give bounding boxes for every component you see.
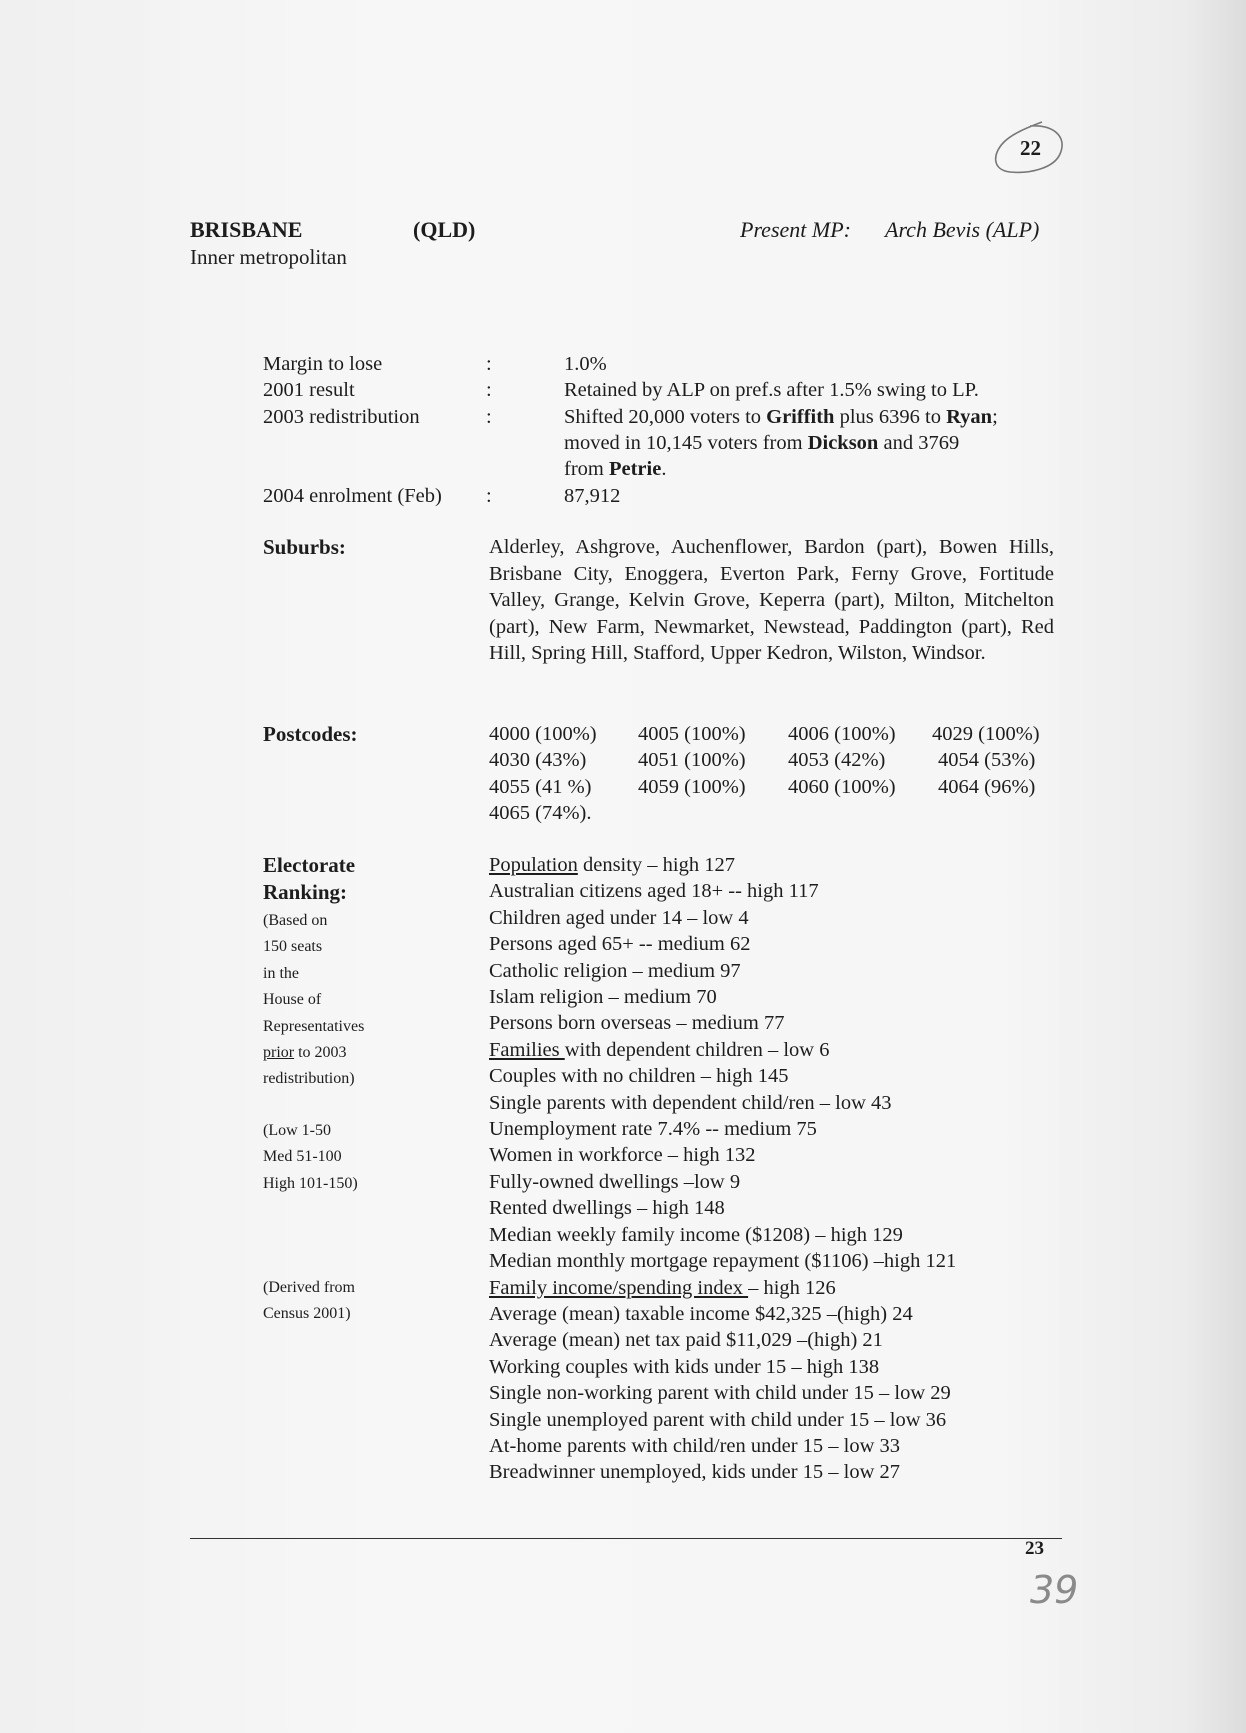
- division-petrie: Petrie: [608, 458, 662, 480]
- ranking-item: [489, 1327, 956, 1353]
- seat-state: (QLD): [413, 217, 476, 242]
- postcode-cell: 4006 (100%): [788, 723, 896, 745]
- fact-colon: :: [486, 353, 492, 375]
- ranking-label-line2: Ranking:: [263, 880, 348, 904]
- ranking-item-text: with dependent children – low 6: [564, 1038, 830, 1061]
- ranking-item: [489, 984, 956, 1010]
- suburbs-label: Suburbs:: [263, 535, 346, 559]
- ranking-item: [489, 852, 956, 878]
- present-mp-name: Arch Bevis (ALP): [885, 217, 1040, 242]
- postcode-cell: 4060 (100%): [788, 776, 896, 798]
- ranking-note-line: redistribution): [263, 1070, 355, 1088]
- fact-label-2001: 2001 result: [263, 379, 355, 401]
- ranking-item: [489, 1010, 956, 1036]
- suburbs-text: Alderley, Ashgrove, Auchenflower, Bardon (part), Bowen Hills, Brisbane City, Enoggera, Everton Park, Ferny Grove, Fortitude Valley, Grange, Kelvin Grove, Keperra (part), Milton, Mitchelton (part), New Farm, Newmarket, Newstead, Paddington (part), Red Hill, Spring Hill, Stafford, Upper Kedron, Wilston, Windsor.: [489, 536, 1054, 664]
- ranking-item-text: Islam religion – medium 70: [489, 986, 717, 1009]
- ranking-item-text: Working couples with kids under 15 – high 138: [489, 1355, 880, 1378]
- ranking-list: [489, 852, 956, 1486]
- postcodes-label: Postcodes:: [263, 722, 358, 746]
- ranking-item-text: Catholic religion – medium 97: [489, 959, 741, 982]
- ranking-item: [489, 1090, 956, 1116]
- postcode-cell: 4065 (74%).: [489, 802, 592, 824]
- postcode-cell: 4051 (100%): [638, 749, 746, 771]
- fact-value-margin: 1.0%: [564, 353, 607, 375]
- ranking-item-text: Median monthly mortgage repayment ($1106) –high 121: [489, 1250, 957, 1273]
- postcode-cell: 4054 (53%): [938, 749, 1036, 771]
- ranking-note-line: Representatives: [263, 1017, 365, 1035]
- fact-label-enrolment: 2004 enrolment (Feb): [263, 485, 442, 507]
- ranking-item-text: Fully-owned dwellings –low 9: [489, 1170, 741, 1193]
- redistribution-text: from: [564, 458, 609, 480]
- postcode-cell: 4053 (42%): [788, 749, 886, 771]
- ranking-item: [489, 931, 956, 957]
- ranking-item: [489, 1459, 956, 1485]
- division-griffith: Griffith: [766, 406, 835, 428]
- ranking-item-underlined: Families: [489, 1038, 565, 1061]
- ranking-note-line: House of: [263, 991, 322, 1009]
- ranking-item-text: Average (mean) taxable income $42,325 –(high) 24: [489, 1302, 913, 1325]
- ranking-source-line: Census 2001): [263, 1305, 351, 1323]
- handwritten-number: 39: [1030, 1568, 1079, 1612]
- ranking-item-text: Persons born overseas – medium 77: [489, 1012, 785, 1035]
- fact-colon: :: [486, 485, 492, 507]
- ranking-item: [489, 1169, 956, 1195]
- ranking-item-text: Single unemployed parent with child under 15 – low 36: [489, 1408, 947, 1431]
- ranking-note-line: [263, 1040, 364, 1066]
- redistribution-text: plus 6396 to: [834, 406, 947, 428]
- seat-type: Inner metropolitan: [190, 245, 347, 269]
- ranking-item: [489, 1248, 956, 1274]
- ranking-item: [489, 1301, 956, 1327]
- ranking-scale-line: High 101-150): [263, 1174, 358, 1192]
- redistribution-text: moved in 10,145 voters from: [564, 432, 808, 454]
- ranking-item-text: Persons aged 65+ -- medium 62: [489, 933, 751, 956]
- ranking-item: [489, 1354, 956, 1380]
- ranking-scale-line: Med 51-100: [263, 1148, 342, 1166]
- fact-label-margin: Margin to lose: [263, 353, 383, 375]
- ranking-item: [489, 1433, 956, 1459]
- circled-page-number: [990, 118, 1070, 182]
- redistribution-text: and 3769: [878, 432, 960, 454]
- ranking-item: [489, 958, 956, 984]
- redistribution-text: ;: [992, 406, 998, 428]
- ranking-item-text: Women in workforce – high 132: [489, 1144, 756, 1167]
- ranking-scale-line: (Low 1-50: [263, 1122, 331, 1139]
- ranking-item: [489, 1195, 956, 1221]
- ranking-note-line: 150 seats: [263, 938, 323, 956]
- ranking-item-underlined: Family income/spending index: [489, 1276, 749, 1299]
- postcode-cell: 4064 (96%): [938, 776, 1036, 798]
- ranking-item-text: density – high 127: [577, 854, 736, 876]
- present-mp-label: Present MP:: [740, 217, 851, 242]
- ranking-item-text: – high 126: [748, 1276, 836, 1299]
- ranking-note-underlined: prior: [263, 1044, 295, 1062]
- page-number: 23: [1025, 1538, 1044, 1559]
- ranking-item-text: At-home parents with child/ren under 15 – low 33: [489, 1434, 901, 1457]
- fact-value-2001: Retained by ALP on pref.s after 1.5% swing to LP.: [564, 379, 979, 401]
- ranking-item-text: Single non-working parent with child under 15 – low 29: [489, 1382, 951, 1405]
- footer-rule: [190, 1538, 1062, 1539]
- division-ryan: Ryan: [946, 406, 993, 428]
- circled-number: 22: [1020, 136, 1041, 160]
- postcode-cell: 4059 (100%): [638, 776, 746, 798]
- ranking-note-text: to 2003: [294, 1044, 347, 1062]
- ranking-item: [489, 905, 956, 931]
- ranking-item: [489, 1037, 956, 1063]
- ranking-item: [489, 1380, 956, 1406]
- ranking-label-line1: Electorate: [263, 853, 356, 877]
- ranking-item-text: Average (mean) net tax paid $11,029 –(high) 21: [489, 1329, 883, 1352]
- fact-label-redistribution: 2003 redistribution: [263, 406, 420, 428]
- redistribution-text: Shifted 20,000 voters to: [564, 406, 767, 428]
- postcode-cell: 4055 (41 %): [489, 776, 592, 798]
- ranking-source: [263, 1275, 355, 1328]
- ranking-item: [489, 1116, 956, 1142]
- seat-name: BRISBANE: [190, 217, 303, 242]
- ranking-item: [489, 1222, 956, 1248]
- postcode-cell: 4000 (100%): [489, 723, 597, 745]
- ranking-note-line: (Based on: [263, 912, 328, 929]
- division-dickson: Dickson: [807, 432, 879, 454]
- redistribution-text: .: [661, 458, 667, 480]
- postcode-cell: 4005 (100%): [638, 723, 746, 745]
- ranking-item-text: Breadwinner unemployed, kids under 15 – low 27: [489, 1461, 901, 1484]
- ranking-item-text: Children aged under 14 – low 4: [489, 906, 749, 929]
- ranking-item: [489, 1275, 956, 1301]
- ranking-item: [489, 1063, 956, 1089]
- ranking-item-underlined: Population: [489, 854, 578, 876]
- fact-value-enrolment: 87,912: [564, 485, 621, 507]
- ranking-note-line: in the: [263, 964, 299, 982]
- fact-colon: :: [486, 406, 492, 428]
- ranking-item-text: Single parents with dependent child/ren – low 43: [489, 1091, 892, 1114]
- ranking-source-line: (Derived from: [263, 1279, 355, 1296]
- postcode-cell: 4030 (43%): [489, 749, 587, 771]
- ranking-item-text: Median weekly family income ($1208) – high 129: [489, 1223, 903, 1246]
- ranking-note: [263, 908, 364, 1093]
- ranking-item: [489, 1407, 956, 1433]
- ranking-item: [489, 878, 956, 904]
- ranking-item-text: Couples with no children – high 145: [489, 1065, 789, 1088]
- ranking-item-text: Australian citizens aged 18+ -- high 117: [489, 880, 819, 903]
- postcode-cell: 4029 (100%): [932, 723, 1040, 745]
- fact-value-redistribution: [564, 404, 1084, 482]
- fact-colon: :: [486, 379, 492, 401]
- ranking-item: [489, 1142, 956, 1168]
- ranking-item-text: Rented dwellings – high 148: [489, 1197, 725, 1220]
- ranking-scale: [263, 1118, 358, 1197]
- ranking-item-text: Unemployment rate 7.4% -- medium 75: [489, 1118, 817, 1141]
